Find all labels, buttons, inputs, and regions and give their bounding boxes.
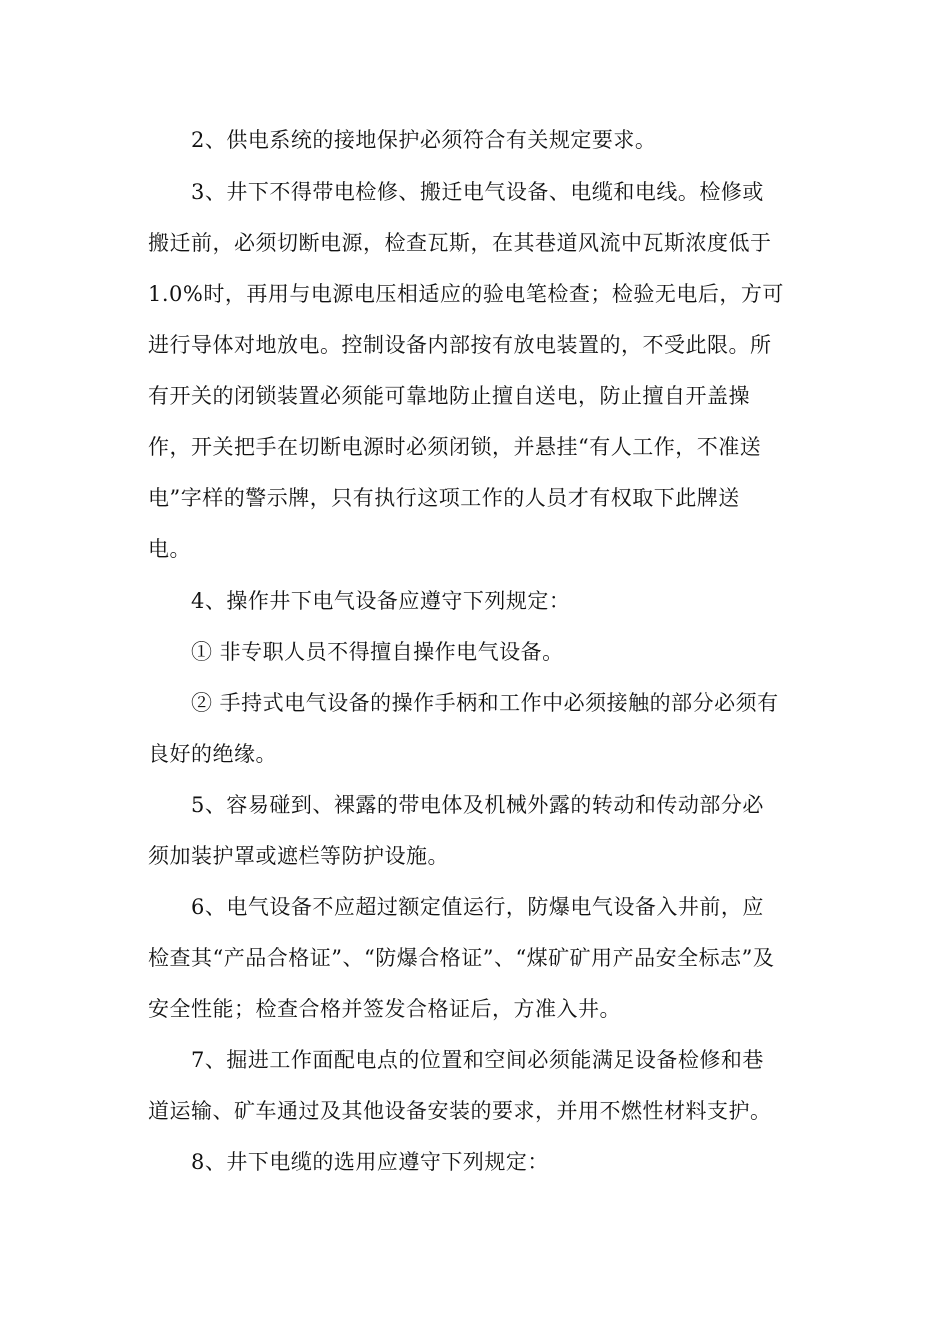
list-item-line: ① 非专职人员不得擅自操作电气设备。 [191, 640, 564, 664]
paragraph-line: 有开关的闭锁装置必须能可靠地防止擅自送电，防止擅自开盖操 [148, 384, 750, 408]
paragraph-line: 3、井下不得带电检修、搬迁电气设备、电缆和电线。检修或 [191, 180, 764, 204]
paragraph-line: 进行导体对地放电。控制设备内部按有放电装置的，不受此限。所 [148, 333, 772, 357]
paragraph-line: 8、井下电缆的选用应遵守下列规定： [191, 1150, 549, 1174]
paragraph-line: 作，开关把手在切断电源时必须闭锁，并悬挂“有人工作，不准送 [148, 435, 762, 459]
paragraph-line: 4、操作井下电气设备应遵守下列规定： [191, 589, 571, 613]
paragraph-line: 5、容易碰到、裸露的带电体及机械外露的转动和传动部分必 [191, 793, 764, 817]
paragraph-line: 良好的绝缘。 [148, 742, 277, 766]
paragraph-line: 1.0%时，再用与电源电压相适应的验电笔检查；检验无电后，方可 [148, 282, 784, 306]
paragraph-line: 安全性能；检查合格并签发合格证后，方准入井。 [148, 997, 621, 1021]
paragraph-line: 电。 [148, 537, 191, 561]
paragraph-line: 电”字样的警示牌，只有执行这项工作的人员才有权取下此牌送 [148, 486, 740, 510]
paragraph-line: 须加装护罩或遮栏等防护设施。 [148, 844, 449, 868]
paragraph-line: 7、掘进工作面配电点的位置和空间必须能满足设备检修和巷 [191, 1048, 764, 1072]
paragraph-line: 道运输、矿车通过及其他设备安装的要求，并用不燃性材料支护。 [148, 1099, 772, 1123]
list-item-line: ② 手持式电气设备的操作手柄和工作中必须接触的部分必须有 [191, 691, 779, 715]
paragraph-line: 2、供电系统的接地保护必须符合有关规定要求。 [191, 128, 657, 152]
paragraph-line: 搬迁前，必须切断电源，检查瓦斯，在其巷道风流中瓦斯浓度低于 [148, 231, 772, 255]
paragraph-line: 6、电气设备不应超过额定值运行，防爆电气设备入井前，应 [191, 895, 764, 919]
paragraph-line: 检查其“产品合格证”、“防爆合格证”、“煤矿矿用产品安全标志”及 [148, 946, 775, 970]
